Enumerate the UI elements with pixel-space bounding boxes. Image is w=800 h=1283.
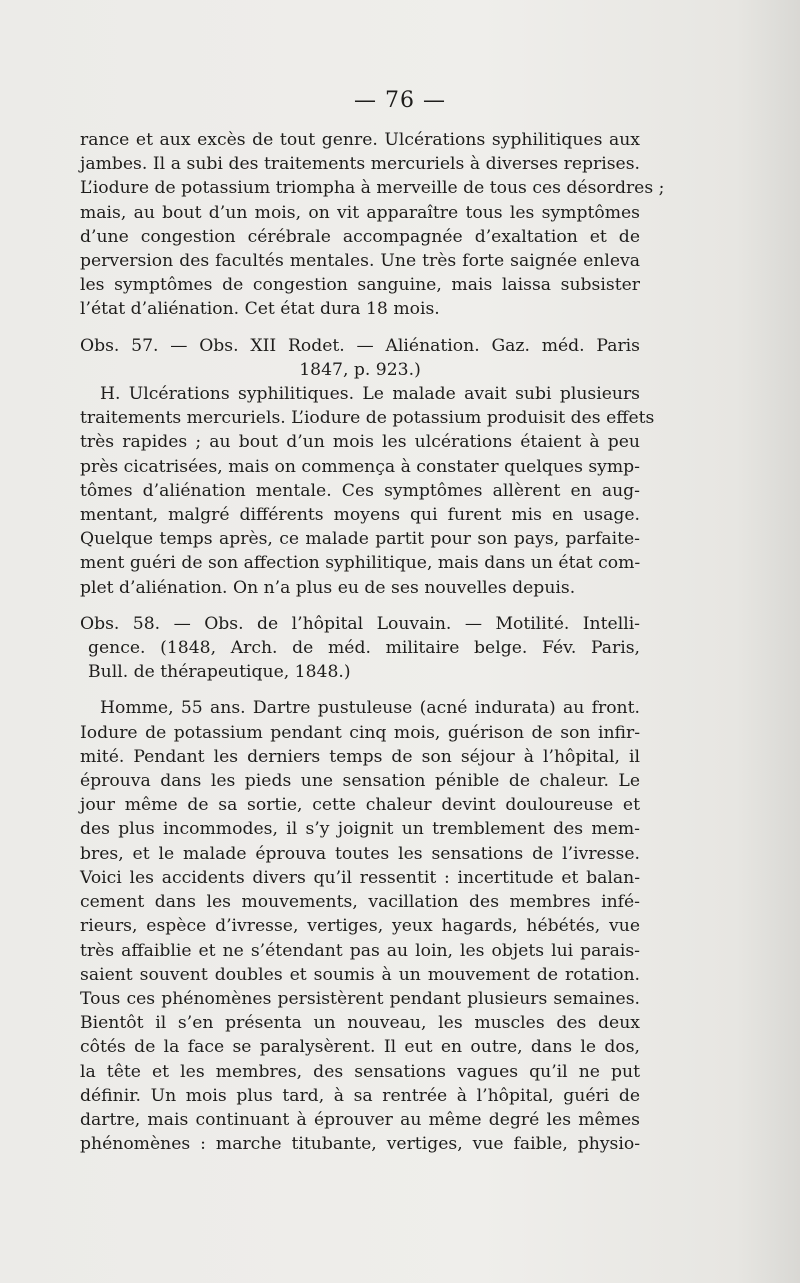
text-line: Quelque temps après, ce malade partit pour son pays, parfaite- [80, 529, 640, 550]
text-line: cement dans les mouvements, vacillation des membres infé- [80, 892, 640, 913]
paragraph [80, 696, 640, 1156]
text-line: Bientôt il s’en présenta un nouveau, les muscles des deux [80, 1013, 640, 1034]
text-line: jambes. Il a subi des traitements mercuriels à diverses reprises. [80, 154, 640, 175]
text-line: rieurs, espèce d’ivresse, vertiges, yeux hagards, hébétés, vue [80, 916, 640, 937]
text-line: phénomènes : marche titubante, vertiges, vue faible, physio- [80, 1134, 640, 1155]
text-line: L’iodure de potassium triompha à merveille de tous ces désordres ; [80, 178, 665, 199]
text-line: gence. (1848, Arch. de méd. militaire belge. Fév. Paris, [88, 638, 640, 659]
observation-heading [80, 612, 640, 685]
text-line: saient souvent doubles et soumis à un mouvement de rotation. [80, 964, 640, 985]
text-line: Iodure de potassium pendant cinq mois, guérison de son infir- [80, 722, 640, 743]
text-line: la tête et les membres, des sensations vagues qu’il ne put [80, 1061, 640, 1082]
text-line: perversion des facultés mentales. Une très forte saignée enleva [80, 251, 640, 272]
text-line: des plus incommodes, il s’y joignit un tremblement des mem- [80, 819, 640, 840]
text-line: tômes d’aliénation mentale. Ces symptômes allèrent en aug- [80, 480, 640, 501]
text-line: d’une congestion cérébrale accompagnée d’exaltation et de [80, 226, 640, 247]
text-line: très affaiblie et ne s’étendant pas au loin, les objets lui parais- [80, 940, 640, 961]
text-line: côtés de la face se paralysèrent. Il eut en outre, dans le dos, [80, 1037, 640, 1058]
text-line: Obs. 58. — Obs. de l’hôpital Louvain. — Motilité. Intelli- [80, 613, 640, 634]
text-line: très rapides ; au bout d’un mois les ulcérations étaient à peu [80, 432, 640, 453]
text-line: mentant, malgré différents moyens qui furent mis en usage. [80, 505, 640, 526]
text-line: bres, et le malade éprouva toutes les sensations de l’ivresse. [80, 843, 640, 864]
page-number: — 76 — [354, 88, 446, 113]
text-line: Obs. 57. — Obs. XII Rodet. — Aliénation. Gaz. méd. Paris [80, 335, 640, 356]
text-line: Voici les accidents divers qu’il ressentit : incertitude et balan- [80, 867, 640, 888]
paragraph [80, 128, 665, 322]
observation-heading [80, 334, 640, 382]
text-line: les symptômes de congestion sanguine, mais laissa subsister [80, 275, 640, 296]
text-line: plet d’aliénation. On n’a plus eu de ses nouvelles depuis. [80, 577, 576, 598]
text-line: l’état d’aliénation. Cet état dura 18 mois. [80, 299, 440, 320]
body-text [80, 128, 665, 1156]
text-line: Tous ces phénomènes persistèrent pendant plusieurs semaines. [80, 988, 640, 1009]
text-line: H. Ulcérations syphilitiques. Le malade avait subi plusieurs [100, 384, 640, 405]
text-line: près cicatrisées, mais on commença à constater quelques symp- [80, 456, 640, 477]
text-line: définir. Un mois plus tard, à sa rentrée à l’hôpital, guéri de [80, 1085, 640, 1106]
text-line: rance et aux excès de tout genre. Ulcérations syphilitiques aux [80, 130, 640, 150]
text-line: Homme, 55 ans. Dartre pustuleuse (acné indurata) au front. [100, 698, 640, 719]
text-line: 1847, p. 923.) [299, 359, 421, 380]
text-line: Bull. de thérapeutique, 1848.) [88, 662, 351, 683]
text-line: jour même de sa sortie, cette chaleur devint douloureuse et [80, 795, 640, 816]
text-line: dartre, mais continuant à éprouver au même degré les mêmes [80, 1109, 640, 1130]
text-line: ment guéri de son affection syphilitique, mais dans un état com- [80, 553, 641, 574]
text-line: éprouva dans les pieds une sensation pénible de chaleur. Le [80, 771, 640, 792]
text-line: mité. Pendant les derniers temps de son séjour à l’hôpital, il [80, 746, 640, 767]
text-line: mais, au bout d’un mois, on vit apparaître tous les symptômes [80, 202, 640, 223]
text-line: traitements mercuriels. L’iodure de potassium produisit des effets [80, 408, 655, 429]
paragraph [80, 382, 655, 600]
